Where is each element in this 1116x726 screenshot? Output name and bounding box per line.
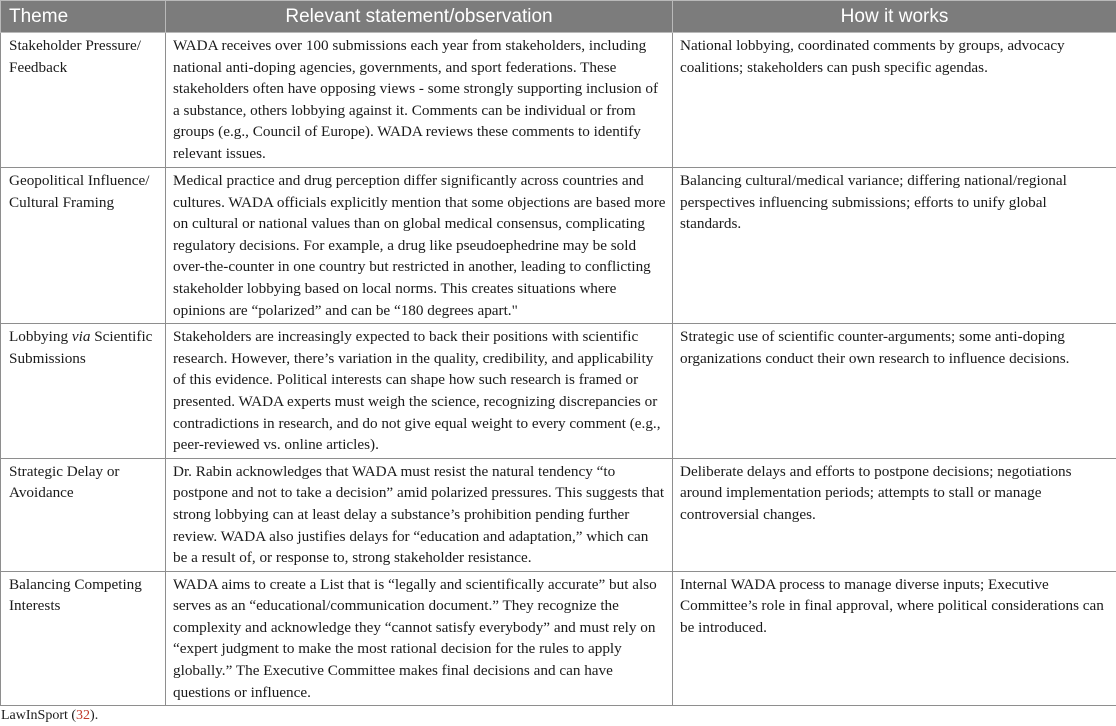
reference-link[interactable]: 32 [76,708,91,723]
table-row [1,168,1116,324]
theme-cell [1,571,166,706]
column-header-how-it-works: How it works [673,1,1116,33]
theme-text: Balancing Competing Interests [9,575,142,615]
statement-cell: Stakeholders are increasingly expected to back their positions with scientific research. However, there’s variation in the quality, credibility, and applicability of this evidence. Political interests can shape how such research is framed or presented. WADA experts must weigh the science, recognizing discrepancies or contradictions in research, and do not give equal weight to every comment (e.g., peer-reviewed vs. online articles). [166,324,673,459]
table-header [1,1,1116,33]
theme-cell [1,458,166,571]
theme-text: Scientific Submissions [9,328,153,367]
how-it-works-cell: Deliberate delays and efforts to postpone decisions; negotiations around implementation periods; attempts to stall or manage controversial changes. [673,458,1116,571]
column-header-theme: Theme [1,1,166,33]
statement-cell: WADA receives over 100 submissions each year from stakeholders, including national anti-doping agencies, governments, and sport federations. These stakeholders often have opposing views - some strongly supporting inclusion of a substance, others lobbying against it. Comments can be individual or from groups (e.g., Council of Europe). WADA reviews these comments to identify relevant issues. [166,33,673,168]
table-row [1,458,1116,571]
source-prefix: LawInSport ( [1,708,77,723]
how-it-works-cell: Strategic use of scientific counter-arguments; some anti-doping organizations conduct their own research to influence decisions. [673,324,1116,459]
table-row [1,324,1116,459]
theme-text: Geopolitical Influence/ Cultural Framing [9,172,150,211]
how-it-works-cell: Internal WADA process to manage diverse inputs; Executive Committee’s role in final approval, where political considerations can be introduced. [673,571,1116,706]
theme-text: Strategic Delay or Avoidance [9,462,120,502]
theme-cell [1,168,166,324]
source-suffix: ). [90,708,99,723]
header-row [1,1,1116,33]
how-it-works-cell: National lobbying, coordinated comments by groups, advocacy coalitions; stakeholders can push specific agendas. [673,33,1116,168]
theme-text: Lobbying [9,328,72,346]
statement-cell: WADA aims to create a List that is “legally and scientifically accurate” but also serves as an “educational/communication document.” They recognize the complexity and acknowledge they “cannot satisfy everybody” and must rely on “expert judgment to make the most rational decision for the rules to apply globally.” The Executive Committee makes final decisions and can have questions or influence. [166,571,673,706]
theme-text-italic: via [71,328,91,346]
how-it-works-cell: Balancing cultural/medical variance; differing national/regional perspectives influencing submissions; efforts to unify global standards. [673,168,1116,324]
table-body [1,33,1116,706]
theme-cell [1,324,166,459]
table-row [1,33,1116,168]
source-note [1,707,98,725]
theme-text: Stakeholder Pressure/ Feedback [9,37,142,76]
theme-cell [1,33,166,168]
column-header-statement: Relevant statement/observation [166,1,673,33]
statement-cell: Dr. Rabin acknowledges that WADA must resist the natural tendency “to postpone and not to take a decision” amid polarized pressures. This suggests that strong lobbying can at least delay a substance’s prohibition pending further review. WADA also justifies delays for “education and adaptation,” which can be a result of, or response to, strong stakeholder resistance. [166,458,673,571]
table-row [1,571,1116,706]
statement-cell: Medical practice and drug perception differ significantly across countries and cultures. WADA officials explicitly mention that some objections are based more on cultural or national values than on global medical consensus, complicating regulatory decisions. For example, a drug like pseudoephedrine may be sold over-the-counter in one country but restricted in another, leading to conflicting stakeholder lobbying based on local norms. This creates situations where opinions are “polarized” and can be “180 degrees apart." [166,168,673,324]
